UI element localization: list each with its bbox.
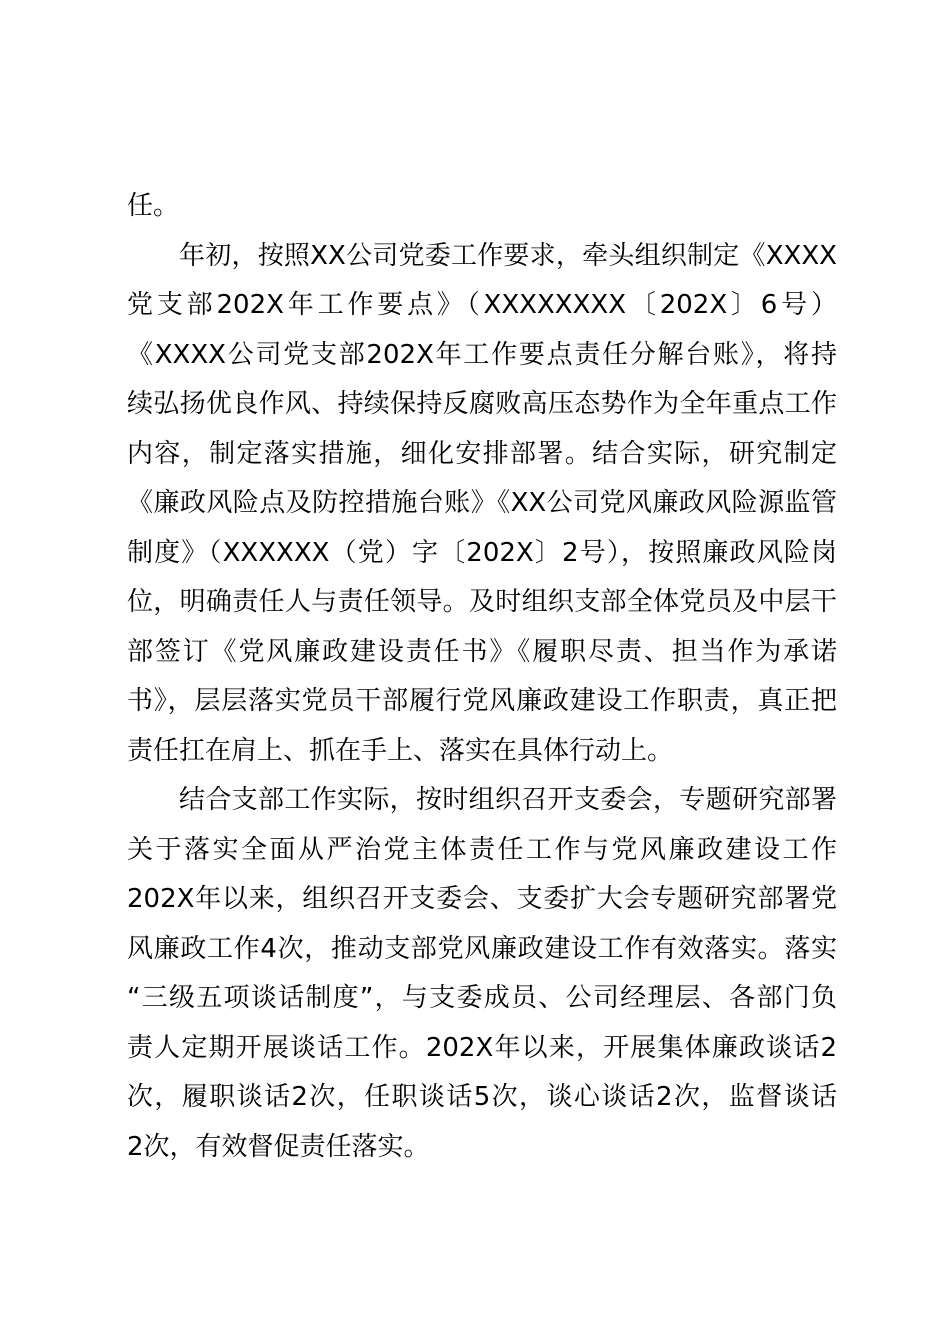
text-line: 书》，层层落实党员干部履行党风廉政建设工作职责，真正把 xyxy=(127,686,837,716)
document-body xyxy=(127,182,837,1172)
text-line: 任。 xyxy=(127,191,180,221)
text-line: 制度》（XXXXXX（党）字〔202X〕2号），按照廉政风险岗 xyxy=(127,537,837,568)
text-line: 位，明确责任人与责任领导。及时组织支部全体党员及中层干 xyxy=(127,587,837,617)
text-line: 党支部202X年工作要点》（XXXXXXXX〔202X〕6号） xyxy=(127,290,837,320)
text-line: 续弘扬优良作风、持续保持反腐败高压态势作为全年重点工作 xyxy=(127,389,837,419)
text-line: 部签订《党风廉政建设责任书》《履职尽责、担当作为承诺 xyxy=(127,636,837,667)
text-line: 《廉政风险点及防控措施台账》《XX公司党风廉政风险源监管 xyxy=(127,488,837,518)
paragraph-start-line: 年初，按照XX公司党委工作要求，牵头组织制定《XXXX xyxy=(179,240,837,271)
text-line: “三级五项谈话制度”，与支委成员、公司经理层、各部门负 xyxy=(127,983,837,1013)
text-line: 关于落实全面从严治党主体责任工作与党风廉政建设工作 xyxy=(127,834,837,865)
paragraph-end-line: 2次，有效督促责任落实。 xyxy=(127,1131,430,1162)
paragraph-start-line: 结合支部工作实际，按时组织召开支委会，专题研究部署 xyxy=(179,785,837,815)
text-line: 风廉政工作4次，推动支部党风廉政建设工作有效落实。落实 xyxy=(127,933,837,964)
paragraph-end-line: 责任扛在肩上、抓在手上、落实在具体行动上。 xyxy=(127,735,674,766)
text-line: 责人定期开展谈话工作。202X年以来，开展集体廉政谈话2 xyxy=(127,1032,837,1063)
text-line: 《XXXX公司党支部202X年工作要点责任分解台账》，将持 xyxy=(127,339,837,370)
text-line: 202X年以来，组织召开支委会、支委扩大会专题研究部署党 xyxy=(127,884,837,914)
text-line: 内容，制定落实措施，细化安排部署。结合实际，研究制定 xyxy=(127,438,837,469)
text-line: 次，履职谈话2次，任职谈话5次，谈心谈话2次，监督谈话 xyxy=(127,1082,837,1112)
